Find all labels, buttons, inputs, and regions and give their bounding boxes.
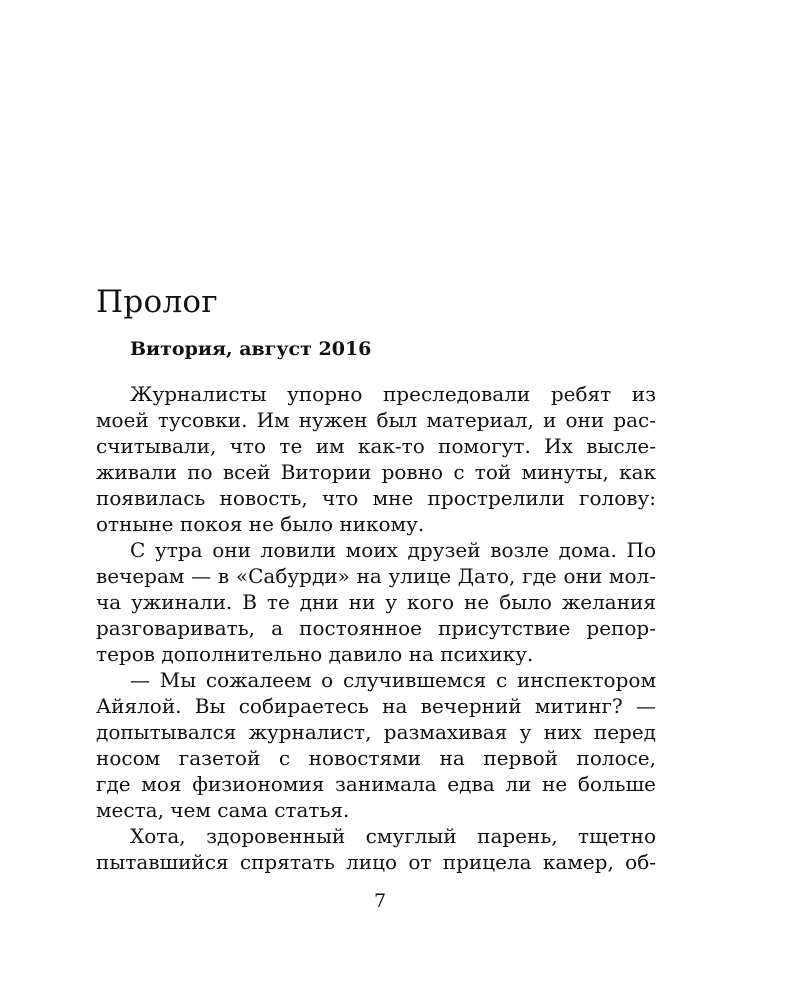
text-line: Айялой. Вы собираетесь на вечерний митинг? —	[96, 694, 656, 718]
text-line: ча ужинали. В те дни ни у кого не было желания	[96, 590, 656, 614]
chapter-subtitle: Витория, август 2016	[130, 338, 372, 360]
text-line: носом газетой с новостями на первой полосе,	[96, 746, 656, 770]
chapter-title: Пролог	[96, 284, 218, 320]
text-line: появилась новость, что мне прострелили голову:	[96, 486, 656, 510]
text-line: вечерам — в «Сабурди» на улице Дато, где они мол-	[96, 564, 656, 588]
text-line: разговаривать, а постоянное присутствие репор-	[96, 616, 656, 640]
text-line: места, чем сама статья.	[96, 798, 350, 822]
text-line: живали по всей Витории ровно с той минуты, как	[96, 460, 656, 484]
text-line: допытывался журналист, размахивая у них перед	[96, 720, 656, 744]
text-line: теров дополнительно давило на психику.	[96, 642, 534, 666]
text-line: С утра они ловили моих друзей возле дома. По	[130, 538, 656, 562]
text-line: моей тусовки. Им нужен был материал, и они рас-	[96, 408, 656, 432]
text-line: Журналисты упорно преследовали ребят из	[130, 382, 656, 406]
text-line: где моя физиономия занимала едва ли не больше	[96, 772, 656, 796]
text-line: отныне покоя не было никому.	[96, 512, 425, 536]
text-line: пытавшийся спрятать лицо от прицела камер, об-	[96, 850, 656, 874]
text-line: — Мы сожалеем о случившемся с инспектором	[130, 668, 656, 692]
page-number: 7	[373, 890, 387, 912]
text-line: Хота, здоровенный смуглый парень, тщетно	[130, 824, 656, 848]
text-line: считывали, что те им как-то помогут. Их высле-	[96, 434, 656, 458]
